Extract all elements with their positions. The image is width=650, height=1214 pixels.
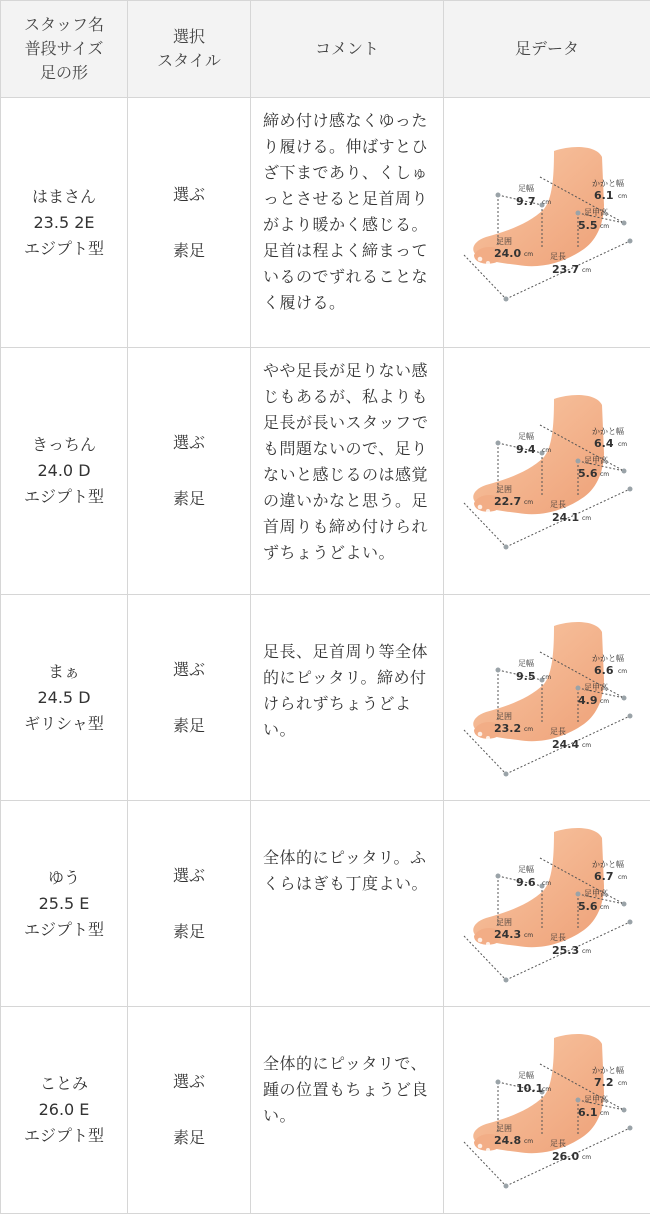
value-ashi-kouda: 5.5: [578, 219, 598, 232]
staff-cell: [1, 595, 128, 801]
staff-foot-shape: エジプト型: [1, 1123, 127, 1149]
value-ashi-haba: 9.6: [516, 876, 536, 889]
header-style-line1: 選択: [128, 25, 250, 49]
style-pick: 選ぶ: [128, 1069, 250, 1095]
unit-kakato-haba: cm: [618, 874, 627, 881]
foot-diagram: [444, 391, 650, 551]
staff-row: [1, 801, 650, 1007]
value-ashi-haba: 10.1: [516, 1082, 543, 1095]
header-staff-line1: スタッフ名: [1, 13, 127, 37]
header-staff-line3: 足の形: [1, 61, 127, 85]
header-style-line2: スタイル: [128, 49, 250, 73]
label-ashi-kouda: 足甲高: [584, 455, 608, 465]
value-ashi-mawari: 22.7: [494, 495, 521, 508]
value-kakato-haba: 6.4: [594, 437, 614, 450]
value-ashi-cho: 26.0: [552, 1150, 579, 1163]
unit-kakato-haba: cm: [618, 193, 627, 200]
unit-kakato-haba: cm: [618, 441, 627, 448]
style-pick: 選ぶ: [128, 657, 250, 683]
header-foot-data: 足データ: [444, 1, 650, 98]
unit-ashi-cho: cm: [582, 267, 591, 274]
label-ashi-haba: 足幅: [518, 864, 534, 874]
value-ashi-mawari: 23.2: [494, 722, 521, 735]
unit-kakato-haba: cm: [618, 668, 627, 675]
value-ashi-haba: 9.7: [516, 195, 536, 208]
value-ashi-cho: 24.4: [552, 738, 579, 751]
foot-data-cell: [444, 348, 650, 595]
comment-cell: 足長、足首周り等全体的にピッタリ。締め付けられずちょうどよい。: [251, 595, 444, 801]
value-ashi-cho: 23.7: [552, 263, 579, 276]
label-ashi-kouda: 足甲高: [584, 1094, 608, 1104]
staff-foot-shape: エジプト型: [1, 484, 127, 510]
header-row: [1, 1, 650, 98]
style-cell: [128, 595, 251, 801]
style-pick: 選ぶ: [128, 182, 250, 208]
label-ashi-cho: 足長: [550, 727, 566, 736]
unit-ashi-kouda: cm: [600, 904, 609, 911]
header-style: [128, 1, 251, 98]
unit-ashi-kouda: cm: [600, 698, 609, 705]
unit-ashi-mawari: cm: [524, 1138, 533, 1145]
staff-foot-shape: エジプト型: [1, 917, 127, 943]
comment-cell: 全体的にピッタリで、踵の位置もちょうど良い。: [251, 1007, 444, 1214]
header-staff: [1, 1, 128, 98]
unit-ashi-haba: cm: [542, 674, 551, 681]
foot-diagram: [444, 143, 650, 303]
label-ashi-kouda: 足甲高: [584, 888, 608, 898]
style-picked: 素足: [128, 1125, 250, 1151]
unit-ashi-mawari: cm: [524, 499, 533, 506]
comment-cell: 全体的にピッタリ。ふくらはぎも丁度よい。: [251, 801, 444, 1007]
label-ashi-haba: 足幅: [518, 1070, 534, 1080]
header-comment: コメント: [251, 1, 444, 98]
style-picked: 素足: [128, 919, 250, 945]
staff-cell: [1, 801, 128, 1007]
unit-ashi-cho: cm: [582, 515, 591, 522]
foot-data-cell: [444, 98, 650, 348]
value-ashi-mawari: 24.8: [494, 1134, 521, 1147]
label-ashi-mawari: 足囲: [496, 712, 512, 721]
value-ashi-mawari: 24.3: [494, 928, 521, 941]
value-ashi-kouda: 5.6: [578, 467, 598, 480]
staff-row: [1, 1007, 650, 1214]
staff-size: 23.5 2E: [1, 210, 127, 236]
unit-ashi-cho: cm: [582, 948, 591, 955]
value-ashi-cho: 25.3: [552, 944, 579, 957]
label-ashi-cho: 足長: [550, 252, 566, 261]
style-picked: 素足: [128, 486, 250, 512]
unit-ashi-kouda: cm: [600, 1110, 609, 1117]
unit-ashi-haba: cm: [542, 1086, 551, 1093]
unit-ashi-haba: cm: [542, 447, 551, 454]
staff-row: [1, 98, 650, 348]
label-ashi-mawari: 足囲: [496, 237, 512, 246]
label-ashi-haba: 足幅: [518, 431, 534, 441]
foot-diagram: [444, 1030, 650, 1190]
unit-ashi-kouda: cm: [600, 471, 609, 478]
comment-cell: やや足長が足りない感じもあるが、私よりも足長が長いスタッフでも問題ないので、足りないと感じるのは感覚の違いかなと思う。足首周りも締め付けられずちょうどよい。: [251, 348, 444, 595]
value-ashi-kouda: 4.9: [578, 694, 598, 707]
staff-name: はまさん: [1, 184, 127, 210]
staff-name: ゆう: [1, 865, 127, 891]
value-kakato-haba: 6.1: [594, 189, 614, 202]
unit-ashi-cho: cm: [582, 742, 591, 749]
unit-ashi-haba: cm: [542, 199, 551, 206]
value-ashi-haba: 9.4: [516, 443, 536, 456]
label-ashi-mawari: 足囲: [496, 1124, 512, 1133]
staff-cell: [1, 348, 128, 595]
value-ashi-mawari: 24.0: [494, 247, 521, 260]
label-ashi-haba: 足幅: [518, 658, 534, 668]
staff-foot-shape: ギリシャ型: [1, 711, 127, 737]
value-ashi-kouda: 6.1: [578, 1106, 598, 1119]
style-cell: [128, 98, 251, 348]
foot-diagram: [444, 618, 650, 778]
unit-ashi-mawari: cm: [524, 726, 533, 733]
staff-row: [1, 348, 650, 595]
style-picked: 素足: [128, 238, 250, 264]
label-ashi-mawari: 足囲: [496, 485, 512, 494]
label-ashi-kouda: 足甲高: [584, 682, 608, 692]
value-ashi-kouda: 5.6: [578, 900, 598, 913]
style-cell: [128, 1007, 251, 1214]
header-staff-line2: 普段サイズ: [1, 37, 127, 61]
unit-ashi-haba: cm: [542, 880, 551, 887]
value-kakato-haba: 7.2: [594, 1076, 614, 1089]
comment-cell: 締め付け感なくゆったり履ける。伸ばすとひざ下まであり、くしゅっとさせると足首周りがより暖かく感じる。足首は程よく締まっているのでずれることなく履ける。: [251, 98, 444, 348]
label-ashi-haba: 足幅: [518, 183, 534, 193]
style-pick: 選ぶ: [128, 430, 250, 456]
staff-name: まぁ: [1, 659, 127, 685]
label-ashi-cho: 足長: [550, 933, 566, 942]
label-kakato-haba: かかと幅: [592, 178, 624, 188]
staff-name: ことみ: [1, 1071, 127, 1097]
label-ashi-cho: 足長: [550, 500, 566, 509]
staff-name: きっちん: [1, 432, 127, 458]
value-ashi-cho: 24.1: [552, 511, 579, 524]
label-ashi-kouda: 足甲高: [584, 207, 608, 217]
style-picked: 素足: [128, 713, 250, 739]
value-ashi-haba: 9.5: [516, 670, 536, 683]
staff-size: 25.5 E: [1, 891, 127, 917]
unit-ashi-kouda: cm: [600, 223, 609, 230]
staff-cell: [1, 1007, 128, 1214]
style-cell: [128, 801, 251, 1007]
unit-ashi-mawari: cm: [524, 251, 533, 258]
foot-data-cell: [444, 595, 650, 801]
value-kakato-haba: 6.6: [594, 664, 614, 677]
staff-foot-shape: エジプト型: [1, 236, 127, 262]
staff-size: 26.0 E: [1, 1097, 127, 1123]
unit-kakato-haba: cm: [618, 1080, 627, 1087]
foot-diagram: [444, 824, 650, 984]
staff-size: 24.5 D: [1, 685, 127, 711]
foot-data-cell: [444, 801, 650, 1007]
staff-cell: [1, 98, 128, 348]
style-cell: [128, 348, 251, 595]
unit-ashi-mawari: cm: [524, 932, 533, 939]
style-pick: 選ぶ: [128, 863, 250, 889]
label-ashi-cho: 足長: [550, 1139, 566, 1148]
foot-data-cell: [444, 1007, 650, 1214]
staff-row: [1, 595, 650, 801]
label-ashi-mawari: 足囲: [496, 918, 512, 927]
staff-size: 24.0 D: [1, 458, 127, 484]
unit-ashi-cho: cm: [582, 1154, 591, 1161]
label-kakato-haba: かかと幅: [592, 653, 624, 663]
label-kakato-haba: かかと幅: [592, 426, 624, 436]
label-kakato-haba: かかと幅: [592, 859, 624, 869]
label-kakato-haba: かかと幅: [592, 1065, 624, 1075]
value-kakato-haba: 6.7: [594, 870, 614, 883]
